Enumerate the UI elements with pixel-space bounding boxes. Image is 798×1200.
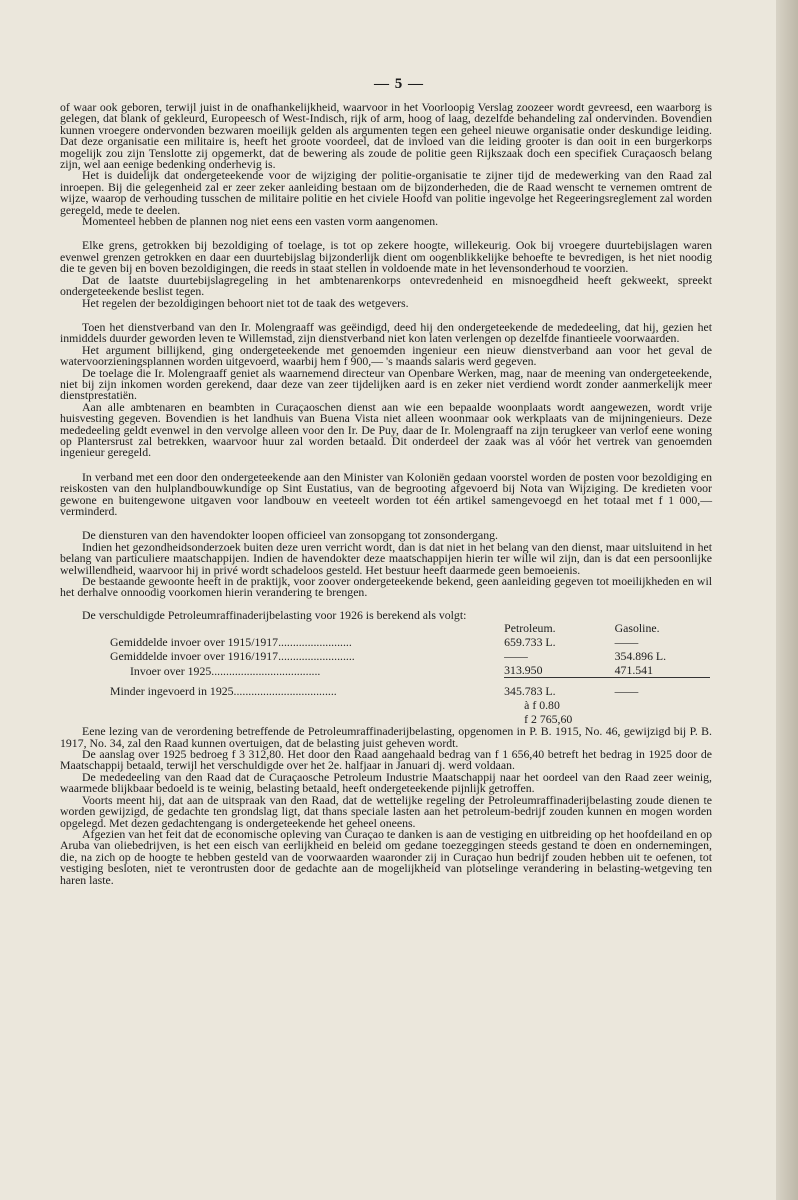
petroleum-value: 345.783 L. (504, 684, 556, 699)
paragraph: De toelage die Ir. Molengraaff geniet als waarnemend directeur van Openbare Werken, mag, naar de meening van ondergeteekende, niet bij zijn inkomen worden gerekend, daar deze van zeer tijdelijken aard is en zeker niet verdiend wordt zonder aanmerkelijk meer dienstprestatiën. (60, 365, 712, 403)
paragraph: Elke grens, getrokken bij bezoldiging of toelage, is tot op zekere hoogte, willekeurig. Ook bij vroegere duurtebijslagen waren evenwel grenzen getrokken en daar een duurtebijslag bijzonderlijk dient om oogenblikkelijke behoefte te bevredigen, is het niet noodig die te geven bij en boven bezoldigingen, die reeds in staat stellen in voldoende mate in het levensonderhoud te voorzien. (60, 238, 712, 276)
gasoline-value: 354.896 L. (614, 649, 667, 664)
gasoline-value: —— (614, 684, 639, 699)
paragraph: De verschuldigde Petroleumraffinaderijbelasting voor 1926 is berekend als volgt: (82, 607, 467, 622)
table-row (110, 684, 710, 698)
paragraph: of waar ook geboren, terwijl juist in de onafhankelijkheid, waarvoor in het Voorloopig Verslag zoozeer wordt gevreesd, een waarborg is gelegen, dat blank of gekleurd, Europeesch of West-Indisch, rijk of arm, hoog of laag, dezelfde behandeling zal ondervinden. Bovendien kunnen vroegere ondervonden bezwaren moeilijk gelden als argumenten tegen een geheel nieuwe organisatie onder deskundige leiding. Dat deze organisatie een militaire is, heeft het groote voordeel, dat de invloed van die leiding grooter is dan ooit in een burgerkorps mogelijk zou zijn Tenslotte zij opgemerkt, dat de bewering als zoude de politie geen Rijkszaak doch een specifiek Curaçaosch belang zijn, wel aan eenige bedenking onderhevig is. (60, 100, 712, 172)
paragraph: Het regelen der bezoldigingen behoort niet tot de taak des wetgevers. (82, 295, 409, 310)
page-number: — 5 — (374, 76, 424, 92)
petroleum-value: —— (504, 649, 528, 664)
paragraph: Aan alle ambtenaren en beambten in Curaçaoschen dienst aan wie een bepaalde woonplaats wordt aangewezen, wordt vrije huisvesting gegeven. Bovendien is het landhuis van Buena Vista niet alleen woonmaar ook werkplaats van de mijningenieurs. Deze mededeeling geldt evenwel in den vervolge alleen voor den Ir. De Puy, daar de Ir. Molengraaff na zijn terugkeer van verlof eene woning op Plantersrust zal betrekken, waarvoor huur zal worden betaald. Dit onderdeel der zaak was al vóór het vertrek van genoemden ingenieur geregeld. (60, 399, 712, 460)
row-label: Invoer over 1925..................................... (130, 663, 321, 678)
paragraph: Eene lezing van de verordening betreffende de Petroleumraffinaderijbelasting, opgenomen in P. B. 1915, No. 46, gewijzigd bij P. B. 1917, No. 34, zal den Raad kunnen overtuigen, dat de belasting juist geheven wordt. (60, 724, 712, 750)
paragraph: De aanslag over 1925 bedroeg f 3 312,80. Het door den Raad aangehaald bedrag van f 1 656,40 betreft het bedrag in 1925 door de Maatschappij betaald, terwijl het verschuldigde over het 2e. halfjaar in Januari dj. werd voldaan. (60, 747, 712, 773)
petroleum-tax-table (110, 621, 710, 726)
paragraph: Afgezien van het feit dat de economische opleving van Curaçao te danken is aan de vestiging en uitbreiding op het hoofdeiland en op Aruba van oliebedrijven, is het een eisch van eerlijkheid en beleid om gedane toezeggingen steeds gestand te doen en ondernemingen, die, na zich op de hoogte te hebben gesteld van de voorwaarden waaronder zij in Curaçao hun bedrijf zouden hebben uit te oefenen, tot vestiging besloten, niet te verontrusten door de gedachte aan de mogelijkheid van plotselinge verandering in belasting-wetgeving ten haren laste. (60, 826, 712, 887)
petroleum-value: 313.950 (504, 663, 543, 678)
paragraph: Het argument billijkend, ging ondergeteekende met genoemden ingenieur een nieuw dienstverband aan voor het geval de watervoorzieningsplannen worden uitgevoerd, waarbij hem f 900,— 's maands salaris werd gegeven. (60, 342, 712, 369)
paragraph: Toen het dienstverband van den Ir. Molengraaff was geëindigd, deed hij den ondergeteekende de mededeeling, dat hij, gezien het inmiddels duurder geworden leven te Willemstad, zijn dienstverband niet kon laten verlengen op dezelfde finantieele voorwaarden. (60, 319, 712, 346)
page-binding-edge (776, 0, 798, 1200)
gasoline-value: —— (614, 635, 639, 650)
column-header-gasoline: Gasoline. (614, 621, 660, 636)
tax-rate: à f 0.80 (524, 698, 560, 713)
row-label: Gemiddelde invoer over 1915/1917......................... (110, 635, 352, 650)
paragraph: Dat de laatste duurtebijslagregeling in het ambtenarenkorps ontevredenheid en misnoegdheid heeft gekweekt, spreekt ondergeteekende beslist tegen. (60, 272, 712, 299)
paragraph: Het is duidelijk dat ondergeteekende voor de wijziging der politie-organisatie te zijner tijd de medewerking van den Raad zal inroepen. Bij die gelegenheid zal er zeer zeker aanleiding bestaan om de bijzonderheden, die de Raad wenscht te vernemen omtrent de wijze, waarop de verhouding tusschen de militaire politie en het civiele Hoofd van politie ingevolge het Regeeringsreglement zal worden geregeld, mede te deelen. (60, 168, 712, 217)
paragraph: De bestaande gewoonte heeft in de praktijk, voor zoover ondergeteekende bekend, geen aanleiding gegeven tot moeilijkheden en wil het derhalve onnoodig voorkomen hierin verandering te brengen. (60, 574, 712, 600)
table-row (110, 663, 710, 678)
document-body (60, 102, 712, 886)
paragraph: De diensturen van den havendokter loopen officieel van zonsopgang tot zonsondergang. (82, 528, 498, 543)
table-row (110, 635, 710, 649)
paragraph: De mededeeling van den Raad dat de Curaçaosche Petroleum Industrie Maatschappij naar het oordeel van den Raad zeer weinig, waarmede blijkbaar bedoeld is te weinig, belasting betaald, heeft ondergeteekende pijnlijk getroffen. (60, 769, 712, 796)
paragraph: Voorts meent hij, dat aan de uitspraak van den Raad, dat de wettelijke regeling der Petroleumraffinaderijbelasting zoude dienen te worden gewijzigd, de gedachte ten grondslag ligt, dat thans speciale lasten aan het petroleum-bedrijf zouden kunnen en mogen worden opgelegd. Met dezen gedachtengang is ondergeteekende het geheel oneens. (60, 792, 712, 830)
petroleum-value: 659.733 L. (504, 635, 556, 650)
gasoline-value: 471.541 (614, 663, 653, 678)
column-header-petroleum: Petroleum. (504, 621, 556, 636)
row-label: Minder ingevoerd in 1925................................... (110, 684, 337, 699)
paragraph: Indien het gezondheidsonderzoek buiten deze uren verricht wordt, dan is dat niet in het belang van den dienst, maar uitsluitend in het belang van particuliere maatschappijen. Indien de havendokter deze maatschappijen hierin ter wille wil zijn, dan is dat een persoonlijke welwillendheid, waarvoor hij in privé wordt schadeloos gesteld. Het bestuur heeft daarmede geen bemoeienis. (60, 539, 712, 577)
row-label: Gemiddelde invoer over 1916/1917.......................... (110, 649, 355, 664)
paragraph: In verband met een door den ondergeteekende aan den Minister van Koloniën gedaan voorstel worden de posten voor bezoldiging en reiskosten van den hulplandbouwkundige op Sint Eustatius, van de begrooting afgevoerd bij Nota van Wijziging. De kredieten voor gewone en buitengewone uitgaven voor landbouw en veeteelt worden tot één artikel samengevoegd en het totaal met f 1 000,— verminderd. (60, 469, 712, 518)
table-row (110, 649, 710, 663)
paragraph: Momenteel hebben de plannen nog niet eens een vasten vorm aangenomen. (82, 214, 439, 229)
tax-total: f 2 765,60 (524, 712, 573, 727)
